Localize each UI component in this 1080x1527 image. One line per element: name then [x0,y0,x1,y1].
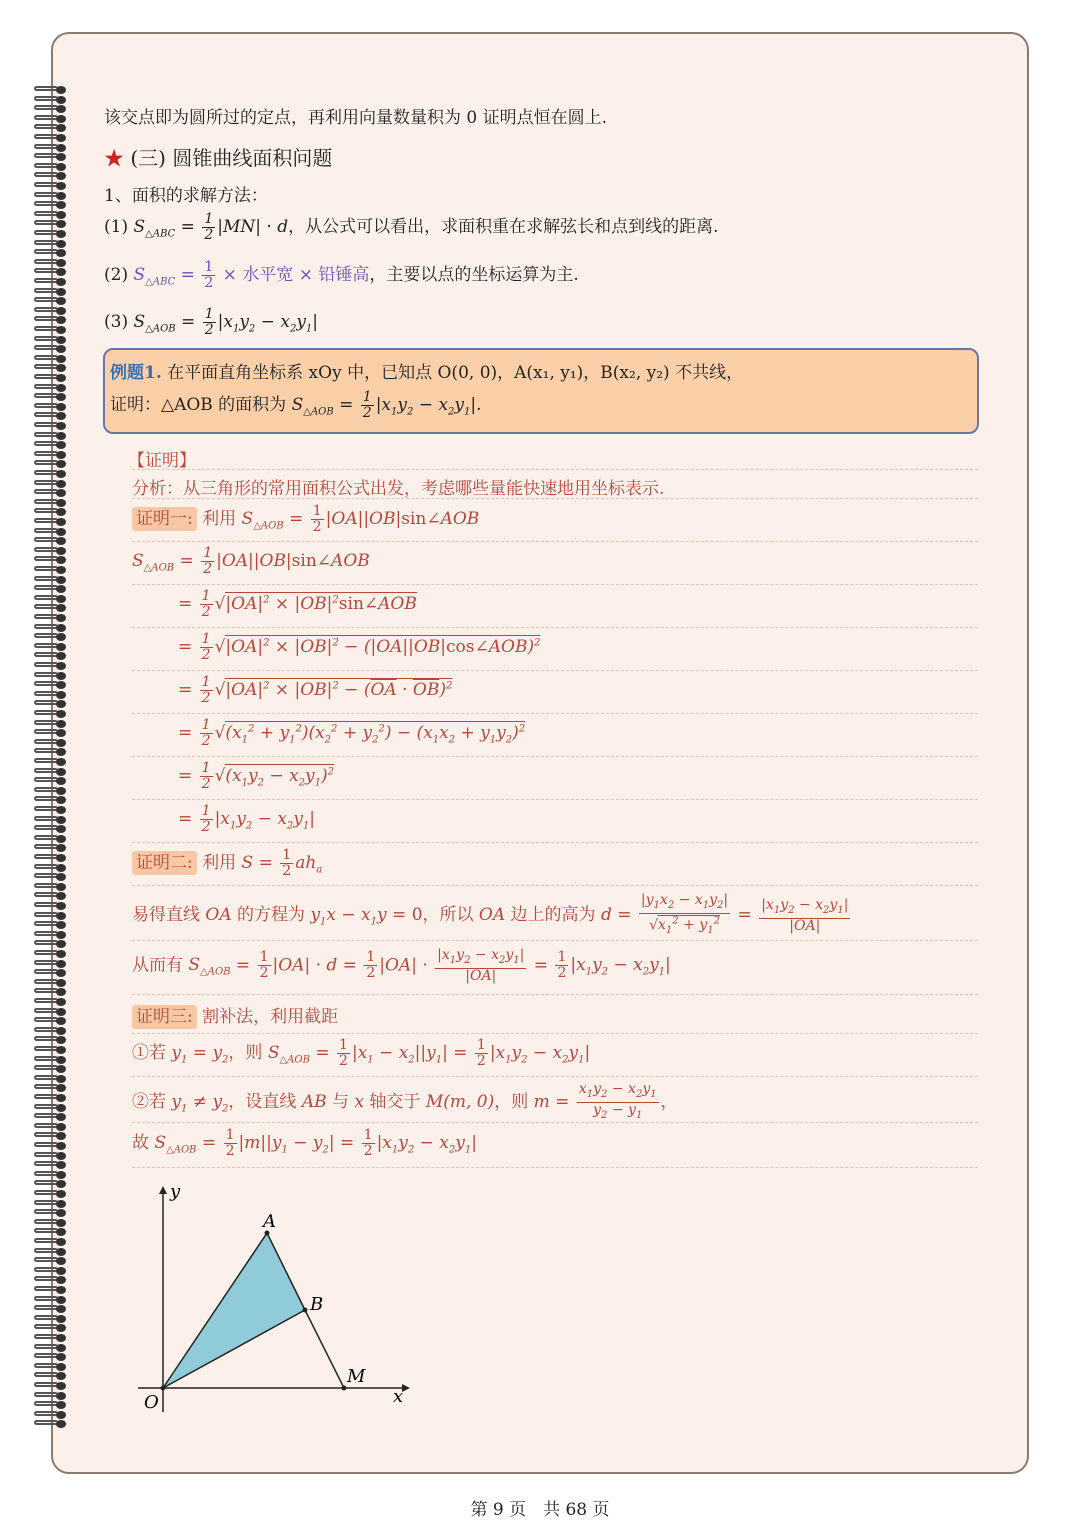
spiral-ring [34,729,68,735]
spiral-ring [34,134,68,140]
spiral-ring [34,374,68,380]
spiral-ring [34,652,68,658]
spiral-ring [34,508,68,514]
star-icon: ★ [104,146,124,170]
proof-analysis: 分析：从三角形的常用面积公式出发，考虑哪些量能快速地用坐标表示. [132,479,665,499]
spiral-ring [34,86,68,92]
spiral-ring [34,1132,68,1138]
spiral-ring [34,240,68,246]
proof-method-3 [132,1002,338,1027]
spiral-ring [34,576,68,582]
spiral-ring [34,182,68,188]
spiral-ring [34,326,68,332]
y-axis-arrow-icon [159,1186,167,1194]
spiral-ring [34,1027,68,1033]
spiral-ring [34,153,68,159]
spiral-ring [34,355,68,361]
x-axis-arrow-icon [402,1384,410,1392]
proof-conclusion: 故 $S_{\triangle AOB}$ = $\frac{1}{2}$ $|m||y_1 - y_2|$ = $\frac{1}{2}$ $|x_1y_2 - x_2y_1|$ [132,1127,477,1159]
spiral-ring [34,691,68,697]
spiral-ring [34,211,68,217]
example-line-1 [110,358,743,383]
proof-step-3: = $\frac{1}{2}$ $√|OA|^2 \times |OB|^2$ − (|OA||OB|cos∠AOB)$^2$ [178,631,541,663]
section-heading [104,142,332,171]
proof-method-2-line-1: 易得直线 OA 的方程为 $y_1x - x_1y = 0$，所以 OA 边上的高为 d = $\frac{|y_1x_2 - x_1y_2|}{√x_1^2 + y_1^2}$ = $\frac{|x_1y_2 - x_2y_1|}{|OA|}$ [132,892,849,937]
spiral-ring [34,1152,68,1158]
point-b [303,1308,308,1313]
label-a: A [263,1211,276,1232]
segment-bm [305,1310,344,1388]
spiral-ring [34,480,68,486]
proof-heading: 【证明】 [128,451,196,471]
spiral-ring [34,758,68,764]
spiral-ring [34,643,68,649]
spiral-ring [34,854,68,860]
method-1-text: ，从公式可以看出，求面积重在求解弦长和点到线的距离. [288,217,719,237]
spiral-ring [34,489,68,495]
spiral-ring [34,412,68,418]
spiral-ring [34,902,68,908]
method-3-formula: $S_{\triangle AOB}$ = $\frac{1}{2}$ $|x_1y_2 - x_2y_1|$ [133,306,319,338]
spiral-ring [34,451,68,457]
method-2-formula: $S_{\triangle ABC}$ = $\frac{1}{2}$ × 水平宽 × 铅锤高 [133,259,370,291]
spiral-ring [34,864,68,870]
spiral-ring [34,1008,68,1014]
spiral-ring [34,1392,68,1398]
spiral-ring [34,316,68,322]
spiral-ring [34,1334,68,1340]
spiral-ring [34,403,68,409]
spiral-ring [34,1363,68,1369]
spiral-ring [34,1353,68,1359]
spiral-ring [34,1238,68,1244]
spiral-ring [34,124,68,130]
spiral-ring [34,940,68,946]
spiral-ring [34,777,68,783]
spiral-ring [34,249,68,255]
spiral-ring [34,432,68,438]
spiral-ring [34,720,68,726]
spiral-ring [34,585,68,591]
point-o [161,1386,166,1391]
spiral-ring [34,528,68,534]
spiral-ring [34,1209,68,1215]
proof-case-2: ②若 $y_1 \ne y_2$，设直线 AB 与 x 轴交于 M(m, 0)，则 m = $\frac{x_1y_2 - x_2y_1}{y_2 - y_1}$ ， [132,1081,678,1121]
example-formula: $S_{\triangle AOB}$ = $\frac{1}{2}$ $|x_1y_2 - x_2y_1|$. [291,389,482,421]
spiral-ring [34,393,68,399]
spiral-ring [34,1305,68,1311]
spiral-ring [34,787,68,793]
spiral-ring [34,1123,68,1129]
spiral-ring [34,1036,68,1042]
method-1-formula: $S_{\triangle ABC}$ = $\frac{1}{2}$ |MN| · d [133,211,289,243]
spiral-ring [34,969,68,975]
spiral-ring [34,259,68,265]
spiral-ring [34,105,68,111]
spiral-ring [34,1113,68,1119]
label-x: x [393,1386,404,1407]
section-title: (三) 圆锥曲线面积问题 [130,146,333,170]
spiral-ring [34,364,68,370]
spiral-ring [34,201,68,207]
spiral-ring [34,230,68,236]
method-heading: 1、面积的求解方法： [104,186,268,206]
spiral-ring [34,912,68,918]
spiral-ring [34,1228,68,1234]
spiral-ring [34,624,68,630]
spiral-ring [34,460,68,466]
spiral-ring [34,748,68,754]
spiral-ring [34,960,68,966]
label-y: y [170,1181,181,1202]
spiral-ring [34,1075,68,1081]
spiral-ring [34,844,68,850]
spiral-ring [34,278,68,284]
spiral-ring [34,931,68,937]
method-1-tag: 证明一: [132,507,197,531]
spiral-ring [34,1200,68,1206]
spiral-ring [34,1084,68,1090]
spiral-ring [34,710,68,716]
spiral-ring [34,672,68,678]
spiral-ring [34,595,68,601]
example-line-2 [110,390,482,421]
spiral-ring [34,825,68,831]
spiral-ring [34,268,68,274]
spiral-ring [34,566,68,572]
intro-text: 该交点即为圆所过的定点，再利用向量数量积为 0 证明点恒在圆上. [104,108,608,128]
proof-step-2: = $\frac{1}{2}$ $√|OA|^2$ × $|OB|^2\sin\angle AOB$ [178,588,417,620]
spiral-ring [34,950,68,956]
spiral-ring [34,681,68,687]
spiral-ring [34,739,68,745]
spiral-ring [34,144,68,150]
spiral-ring [34,816,68,822]
proof-case-1: ①若 $y_1 = y_2$，则 $S_{\triangle AOB}$ = $\frac{1}{2}$ $|x_1 - x_2||y_1|$ = $\frac{1}{2}$ $|x_1y_2 - x_2y_1|$ [132,1037,591,1069]
spiral-ring [34,1017,68,1023]
spiral-ring [34,1296,68,1302]
spiral-ring [34,633,68,639]
spiral-ring [34,1267,68,1273]
spiral-ring [34,1344,68,1350]
spiral-ring [34,96,68,102]
spiral-ring [34,988,68,994]
spiral-ring [34,979,68,985]
spiral-ring [34,873,68,879]
spiral-ring [34,1104,68,1110]
method-2-num: (2) [104,265,129,285]
spiral-ring [34,192,68,198]
method-1 [104,212,719,243]
label-m: M [347,1366,366,1387]
spiral-ring [34,1382,68,1388]
spiral-ring [34,921,68,927]
triangle-aob [163,1233,305,1388]
method-2 [104,260,579,291]
example-label: 例题1. [110,363,162,383]
spiral-ring [34,307,68,313]
proof-method-2: 证明二: 利用 S = $\frac{1}{2}$ $ah_a$ [132,848,322,879]
spiral-ring [34,1248,68,1254]
spiral-ring [34,115,68,121]
spiral-ring [34,1056,68,1062]
spiral-ring [34,998,68,1004]
page-footer: 第 9 页 共 68 页 [470,1500,610,1520]
spiral-ring [34,614,68,620]
proof-step-4: = $\frac{1}{2}$ $√|OA|^2 \times |OB|^2 - (\overline{OA} \cdot \overline{OB})^2$ [178,674,453,706]
spiral-ring [34,1161,68,1167]
spiral-ring [34,1276,68,1282]
spiral-ring [34,470,68,476]
proof-method-1: 证明一: 利用 $S_{\triangle AOB}$ = $\frac{1}{2}$ |OA||OB|sin∠AOB [132,504,479,535]
triangle-figure [130,1180,420,1415]
spiral-ring [34,1401,68,1407]
spiral-ring [34,163,68,169]
method-1-num: (1) [104,217,129,237]
spiral-ring [34,1180,68,1186]
example-text-2: 证明：△AOB 的面积为 [110,395,287,415]
spiral-ring [34,288,68,294]
spiral-ring [34,384,68,390]
label-b: B [310,1294,324,1315]
spiral-ring [34,556,68,562]
point-m [342,1386,347,1391]
spiral-ring [34,1219,68,1225]
proof-step-1: $S_{\triangle AOB}$ = $\frac{1}{2}$ |OA||OB|sin∠AOB [132,545,370,577]
spiral-ring [34,441,68,447]
spiral-ring [34,499,68,505]
spiral-ring [34,1190,68,1196]
spiral-ring [34,700,68,706]
spiral-ring [34,1142,68,1148]
method-3-text: 割补法，利用截距 [202,1007,339,1027]
spiral-ring [34,297,68,303]
proof-step-6: = $\frac{1}{2}$ $√(x_1y_2 - x_2y_1)^2$ [178,760,335,792]
spiral-ring [34,1420,68,1426]
spiral-ring [34,1315,68,1321]
spiral-ring [34,796,68,802]
spiral-ring [34,1324,68,1330]
spiral-ring [34,220,68,226]
spiral-ring [34,768,68,774]
method-3-tag: 证明三: [132,1005,197,1029]
spiral-ring [34,1286,68,1292]
spiral-ring [34,892,68,898]
method-2-text: ，主要以点的坐标运算为主. [369,265,579,285]
method-3 [104,307,318,338]
method-3-num: (3) [104,312,129,332]
spiral-ring [34,1171,68,1177]
spiral-ring [34,345,68,351]
example-text-1: 在平面直角坐标系 xOy 中，已知点 O(0, 0)，A(x₁, y₁)，B(x₂, y₂) 不共线， [167,363,744,383]
proof-step-7: = $\frac{1}{2}$ $|x_1y_2 - x_2y_1|$ [178,803,315,835]
spiral-ring [34,1372,68,1378]
label-o: O [144,1392,159,1413]
spiral-ring [34,172,68,178]
spiral-ring [34,422,68,428]
spiral-ring [34,336,68,342]
spiral-ring [34,1046,68,1052]
spiral-ring [34,835,68,841]
spiral-ring [34,518,68,524]
spiral-binding [34,86,72,1426]
proof-method-2-line-2: 从而有 $S_{\triangle AOB}$ = $\frac{1}{2}$ |OA| · d = $\frac{1}{2}$ |OA| · $\frac{|x_1y_2 - x_2y_1|}{|OA|}$ = $\frac{1}{2}$ $|x_1y_2 - x_2y_1|$ [132,947,671,984]
spiral-ring [34,1065,68,1071]
spiral-ring [34,1257,68,1263]
spiral-ring [34,604,68,610]
spiral-ring [34,537,68,543]
proof-step-5: = $\frac{1}{2}$ $√(x_1^2 + y_1^2)(x_2^2 + y_2^2) - (x_1x_2 + y_1y_2)^2$ [178,717,526,749]
spiral-ring [34,1094,68,1100]
spiral-ring [34,1411,68,1417]
spiral-ring [34,806,68,812]
spiral-ring [34,662,68,668]
spiral-ring [34,883,68,889]
method-2-tag: 证明二: [132,851,197,875]
spiral-ring [34,547,68,553]
